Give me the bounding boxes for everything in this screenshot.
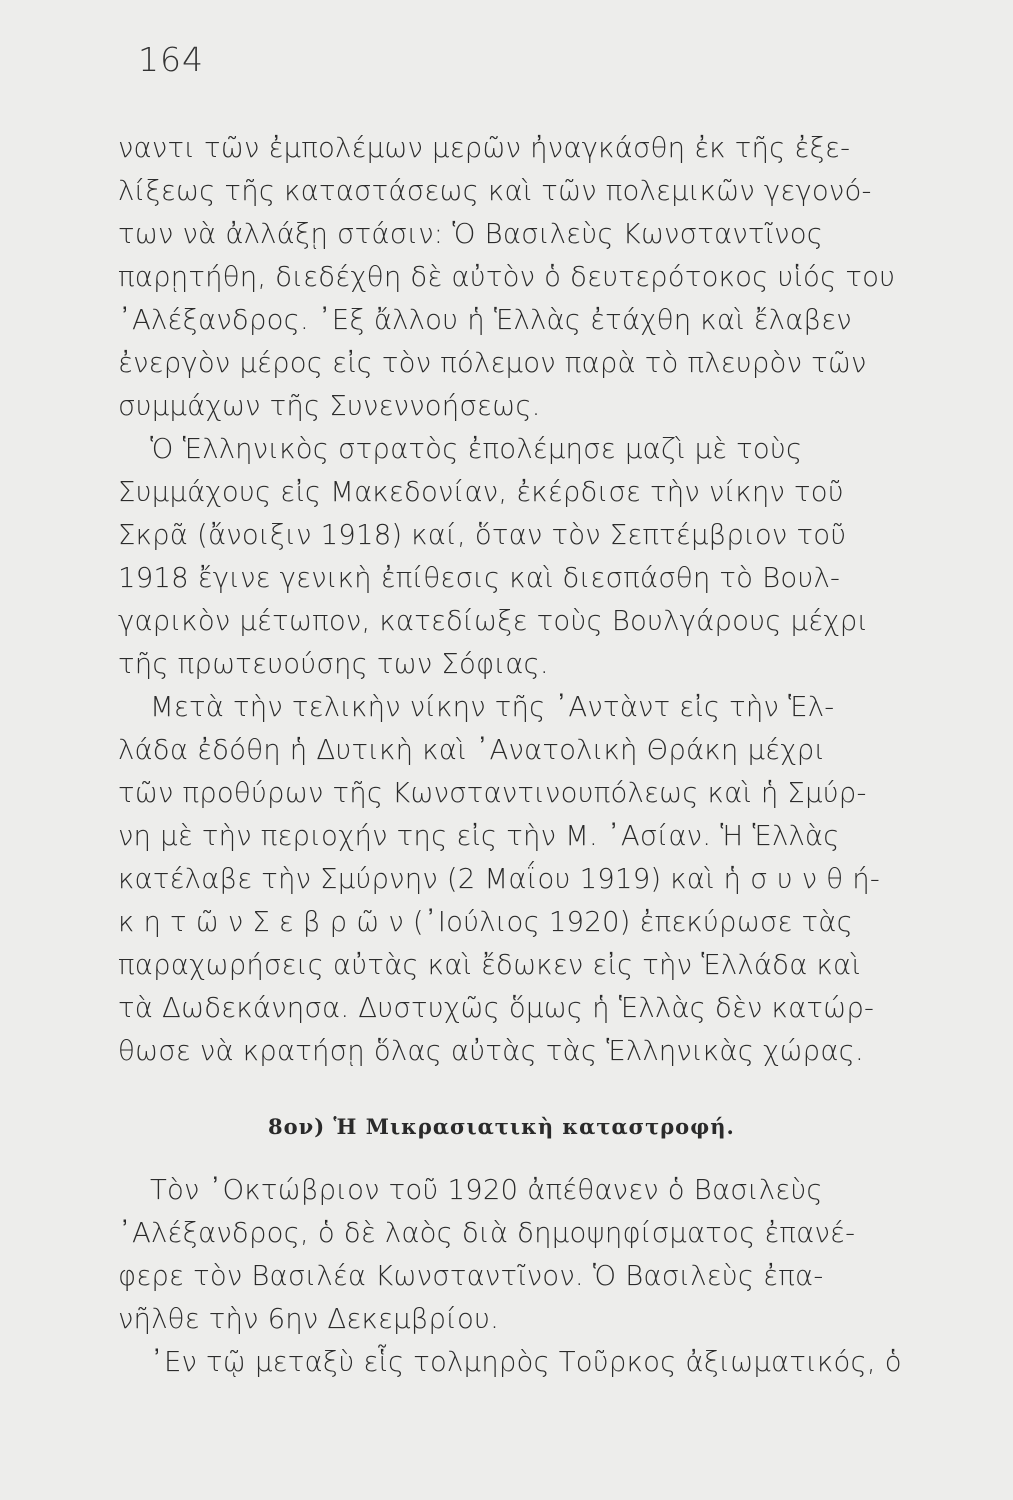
text-line: των νὰ ἀλλάξῃ στάσιν: Ὁ Βασιλεὺς Κωνσταντῖνος (118, 218, 824, 250)
text-line: ᾿Αλέξανδρος. ᾿Εξ ἄλλου ἡ Ἑλλὰς ἐτάχθη καὶ ἔλαβεν (118, 304, 852, 336)
section-heading: 8ον) Ἡ Μικρασιατικὴ καταστροφή. (268, 1114, 735, 1139)
text-line: λίξεως τῆς καταστάσεως καὶ τῶν πολεμικῶν γεγονό- (118, 175, 872, 207)
text-line: τὰ Δωδεκάνησα. Δυστυχῶς ὅμως ἡ Ἑλλὰς δὲν κατώρ- (118, 992, 875, 1024)
text-line: Ὁ Ἑλληνικὸς στρατὸς ἐπολέμησε μαζὶ μὲ τοὺς (150, 433, 803, 465)
text-line: κ η τ ῶ ν Σ ε β ρ ῶ ν (᾿Ιούλιος 1920) ἐπεκύρωσε τὰς (118, 906, 853, 938)
text-line: 1918 ἔγινε γενικὴ ἐπίθεσις καὶ διεσπάσθη τὸ Βουλ- (118, 562, 841, 594)
text-line: κατέλαβε τὴν Σμύρνην (2 Μαΐου 1919) καὶ ἡ σ υ ν θ ή- (118, 863, 880, 895)
text-line: συμμάχων τῆς Συνεννοήσεως. (118, 390, 541, 422)
text-line: ἐνεργὸν μέρος εἰς τὸν πόλεμον παρὰ τὸ πλευρὸν τῶν (118, 347, 867, 379)
text-line: Συμμάχους εἰς Μακεδονίαν, ἐκέρδισε τὴν νίκην τοῦ (118, 476, 844, 508)
text-line: Μετὰ τὴν τελικὴν νίκην τῆς ᾿Αντὰντ εἰς τὴν Ἑλ- (150, 691, 835, 723)
text-line: ᾿Εν τῷ μεταξὺ εἷς τολμηρὸς Τοῦρκος ἀξιωματικός, ὁ (150, 1346, 902, 1378)
text-line: νη μὲ τὴν περιοχήν της εἰς τὴν Μ. ᾿Ασίαν. Ἡ Ἑλλὰς (118, 820, 840, 852)
text-line: Σκρᾶ (ἄνοιξιν 1918) καί, ὅταν τὸν Σεπτέμβριον τοῦ (118, 519, 847, 551)
text-line: λάδα ἐδόθη ἡ Δυτικὴ καὶ ᾿Ανατολικὴ Θράκη μέχρι (118, 734, 826, 766)
text-line: νῆλθε τὴν 6ην Δεκεμβρίου. (118, 1303, 500, 1335)
text-line: Τὸν ᾿Οκτώβριον τοῦ 1920 ἀπέθανεν ὁ Βασιλεὺς (150, 1174, 823, 1206)
text-line: παρῃτήθη, διεδέχθη δὲ αὐτὸν ὁ δευτερότοκος υἱός του (118, 261, 896, 293)
text-line: γαρικὸν μέτωπον, κατεδίωξε τοὺς Βουλγάρους μέχρι (118, 605, 869, 637)
text-line: τῆς πρωτευούσης των Σόφιας. (118, 648, 549, 680)
text-line: φερε τὸν Βασιλέα Κωνσταντῖνον. Ὁ Βασιλεὺς ἐπα- (118, 1260, 824, 1292)
text-line: παραχωρήσεις αὐτὰς καὶ ἔδωκεν εἰς τὴν Ἑλλάδα καὶ (118, 949, 861, 981)
page-number: 164 (138, 40, 204, 79)
text-line: θωσε νὰ κρατήσῃ ὅλας αὐτὰς τὰς Ἑλληνικὰς χώρας. (118, 1035, 864, 1067)
text-line: ναντι τῶν ἐμπολέμων μερῶν ἠναγκάσθη ἐκ τῆς ἐξε- (118, 132, 851, 164)
text-line: ᾿Αλέξανδρος, ὁ δὲ λαὸς διὰ δημοψηφίσματος ἐπανέ- (118, 1217, 856, 1249)
text-line: τῶν προθύρων τῆς Κωνσταντινουπόλεως καὶ ἡ Σμύρ- (118, 777, 867, 809)
